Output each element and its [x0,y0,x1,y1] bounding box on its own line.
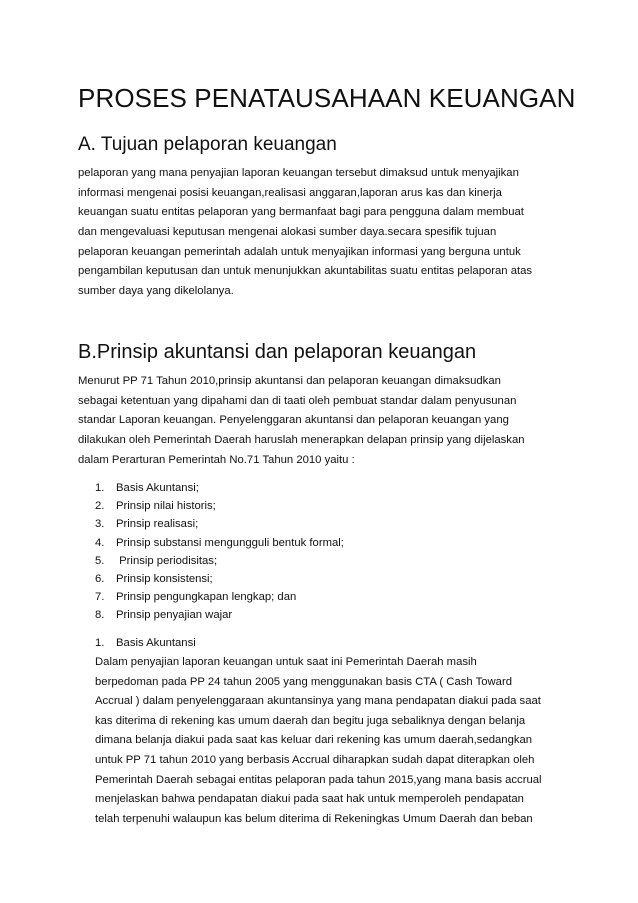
paragraph-line: dilakukan oleh Pemerintah Daerah haruslah menerapkan delapan prinsip yang dijelaskan [78,434,525,447]
subheading-text: Basis Akuntansi [116,637,196,649]
paragraph-line: menjelaskan bahwa pendapatan diakui pada saat hak untuk memperoleh pendapatan [95,793,524,806]
document-title: PROSES PENATAUSAHAAN KEUANGAN [78,83,576,113]
paragraph-line: telah terpenuhi walaupun kas belum diterima di Rekeningkas Umum Daerah dan beban [95,812,533,825]
list-item [95,606,344,624]
list-item-number: 7. [95,591,105,604]
list-item [95,479,344,497]
list-item-text: Prinsip periodisitas; [116,554,218,567]
subheading-number: 1. [95,637,105,649]
principles-list [95,479,344,625]
section-b-heading: B.Prinsip akuntansi dan pelaporan keuangan [78,341,477,363]
paragraph-line: pelaporan keuangan pemerintah adalah untuk menyajikan informasi yang berguna untuk [78,245,521,258]
paragraph-line: dimana belanja diakui pada saat kas keluar dari rekening kas umum daerah,sedangkan [95,734,533,747]
basis-akuntansi-paragraph [95,653,575,829]
list-item [95,534,344,552]
list-item-text: Prinsip nilai historis; [116,500,216,513]
paragraph-line: dan mengevaluasi keputusan mengenai alokasi sumber daya.secara spesifik tujuan [78,226,497,239]
list-item [95,570,344,588]
paragraph-line: Dalam penyajian laporan keuangan untuk saat ini Pemerintah Daerah masih [95,656,477,668]
paragraph-line: pengambilan keputusan dan untuk menunjukkan akuntabilitas suatu entitas pelaporan atas [78,265,533,278]
list-item [95,497,344,515]
list-item [95,552,344,570]
list-item-text: Prinsip konsistensi; [116,572,213,585]
list-item-number: 3. [95,518,105,531]
list-item-text: Prinsip realisasi; [116,518,199,531]
list-item-number: 2. [95,500,105,513]
list-item-text: Prinsip pengungkapan lengkap; dan [116,591,297,604]
section-b-paragraph [78,372,578,470]
list-item-number: 5. [95,554,105,567]
list-item-number: 8. [95,609,105,622]
paragraph-line: untuk PP 71 tahun 2010 yang berbasis Accrual diharapkan sudah dapat diterapkan oleh [95,753,535,766]
paragraph-line: standar Laporan keuangan. Penyelenggaran akuntansi dan pelaporan keuangan yang [78,414,509,427]
paragraph-line: Menurut PP 71 Tahun 2010,prinsip akuntansi dan pelaporan keuangan dimaksudkan [78,375,501,387]
list-item-text: Basis Akuntansi; [116,482,199,494]
paragraph-line: pelaporan yang mana penyajian laporan keuangan tersebut dimaksud untuk menyajikan [78,167,519,179]
list-item-number: 1. [95,482,105,494]
paragraph-line: sebagai ketentuan yang dipahami dan di taati oleh pembuat standar dalam penyusunan [78,394,517,407]
section-a-paragraph [78,164,578,302]
paragraph-line: keuangan suatu entitas pelaporan yang bermanfaat bagi para pengguna dalam membuat [78,206,524,219]
paragraph-line: Pemerintah Daerah sebagai entitas pelaporan pada tahun 2015,yang mana basis accrual [95,773,542,786]
list-item-number: 6. [95,572,105,585]
list-item [95,515,344,533]
paragraph-line: sumber daya yang dikelolanya. [78,285,234,298]
basis-akuntansi-heading [95,634,196,652]
list-item-text: Prinsip penyajian wajar [116,609,233,622]
list-item [95,588,344,606]
list-item-number: 4. [95,536,105,549]
section-a-heading: A. Tujuan pelaporan keuangan [78,134,337,155]
list-item-text: Prinsip substansi mengungguli bentuk formal; [116,536,344,549]
paragraph-line: dalam Perarturan Pemerintah No.71 Tahun 2010 yaitu : [78,453,355,466]
paragraph-line: informasi mengenai posisi keuangan,realisasi anggaran,laporan arus kas dan kinerja [78,186,502,199]
paragraph-line: kas diterima di rekening kas umum daerah dan begitu juga sebaliknya dengan belanja [95,714,526,727]
paragraph-line: Accrual ) dalam penyelenggaraan akuntansinya yang mana pendapatan diakui pada saat [95,695,541,708]
paragraph-line: berpedoman pada PP 24 tahun 2005 yang menggunakan basis CTA ( Cash Toward [95,675,513,688]
